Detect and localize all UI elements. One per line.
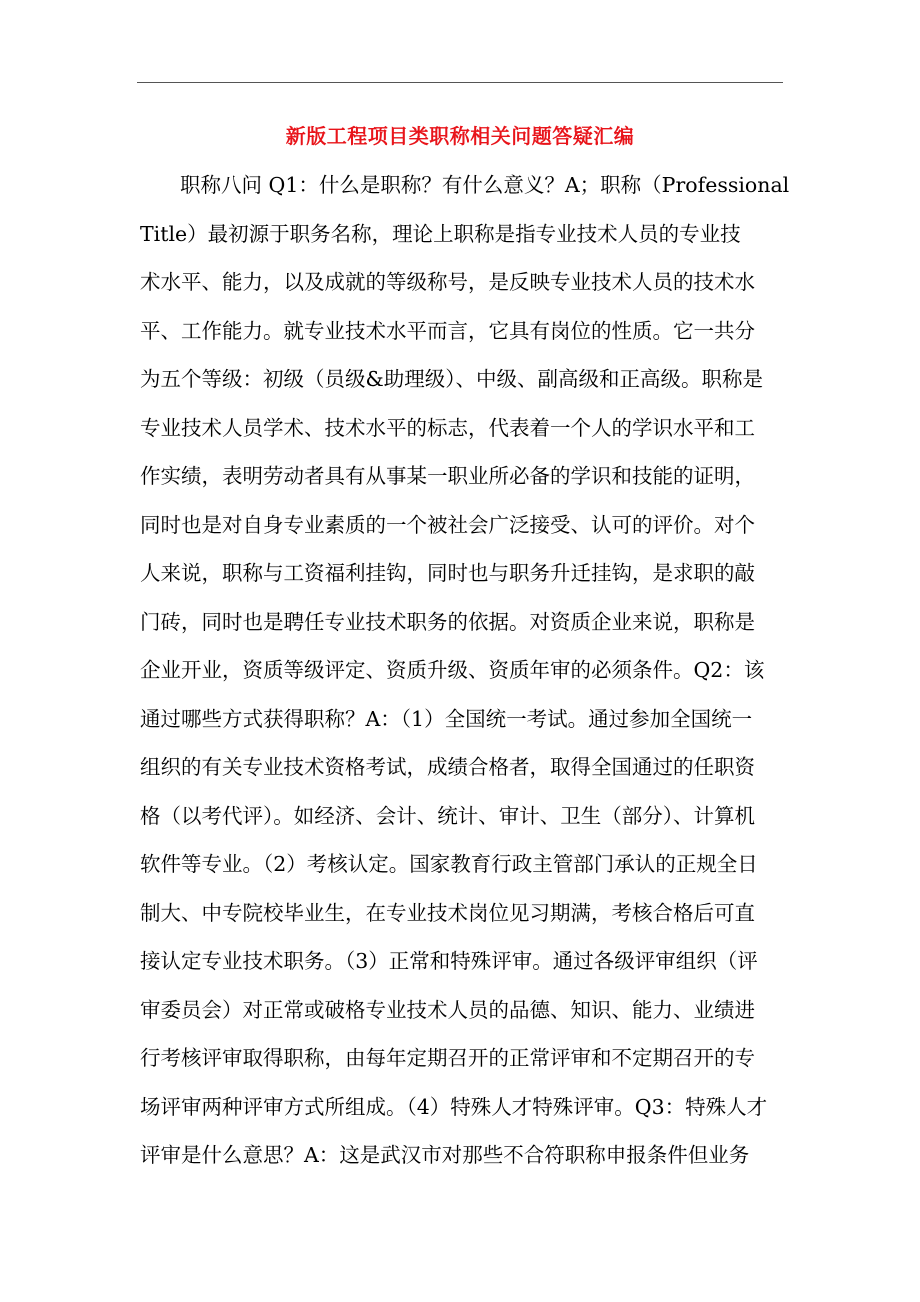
text-line: 通过哪些方式获得职称？A：（1）全国统一考试。通过参加全国统一 xyxy=(140,706,753,731)
text-line: 企业开业，资质等级评定、资质升级、资质年审的必须条件。Q2：该 xyxy=(140,658,765,682)
text-line: 制大、中专院校毕业生，在专业技术岗位见习期满，考核合格后可直 xyxy=(140,900,755,925)
text-line: 术水平、能力，以及成就的等级称号，是反映专业技术人员的技术水 xyxy=(140,270,755,294)
document-title: 新版工程项目类职称相关问题答疑汇编 xyxy=(285,124,635,148)
text-line: 作实绩，表明劳动者具有从事某一职业所必备的学识和技能的证明， xyxy=(140,464,755,488)
text-line: 同时也是对自身专业素质的一个被社会广泛接受、认可的评价。对个 xyxy=(140,512,755,537)
text-line: 接认定专业技术职务。（3）正常和特殊评审。通过各级评审组织（评 xyxy=(140,949,758,973)
body-paragraph xyxy=(140,161,820,1180)
text-line: 场评审两种评审方式所组成。（4）特殊人才特殊评审。Q3：特殊人才 xyxy=(140,1094,768,1119)
text-line: 职称八问 Q1：什么是职称？有什么意义？A；职称（Professional xyxy=(180,173,790,197)
text-line: 为五个等级：初级（员级&助理级）、中级、副高级和正高级。职称是 xyxy=(140,367,763,391)
text-line: 平、工作能力。就专业技术水平而言，它具有岗位的性质。它一共分 xyxy=(140,318,755,343)
text-line: 专业技术人员学术、技术水平的标志，代表着一个人的学识水平和工 xyxy=(140,415,755,440)
text-line: 门砖，同时也是聘任专业技术职务的依据。对资质企业来说，职称是 xyxy=(140,609,755,634)
text-line: Title）最初源于职务名称，理论上职称是指专业技术人员的专业技 xyxy=(140,221,741,246)
text-line: 格（以考代评）。如经济、会计、统计、审计、卫生（部分）、计算机 xyxy=(140,803,755,828)
header-rule xyxy=(137,82,783,83)
text-line: 组织的有关专业技术资格考试，成绩合格者，取得全国通过的任职资 xyxy=(140,755,755,779)
text-line: 软件等专业。（2）考核认定。国家教育行政主管部门承认的正规全日 xyxy=(140,852,758,876)
text-line: 人来说，职称与工资福利挂钩，同时也与职务升迁挂钩，是求职的敲 xyxy=(140,561,755,585)
text-line: 评审是什么意思？A：这是武汉市对那些不合符职称申报条件但业务 xyxy=(140,1143,750,1167)
text-line: 审委员会）对正常或破格专业技术人员的品德、知识、能力、业绩进 xyxy=(140,997,755,1022)
text-line: 行考核评审取得职称，由每年定期召开的正常评审和不定期召开的专 xyxy=(140,1046,755,1070)
